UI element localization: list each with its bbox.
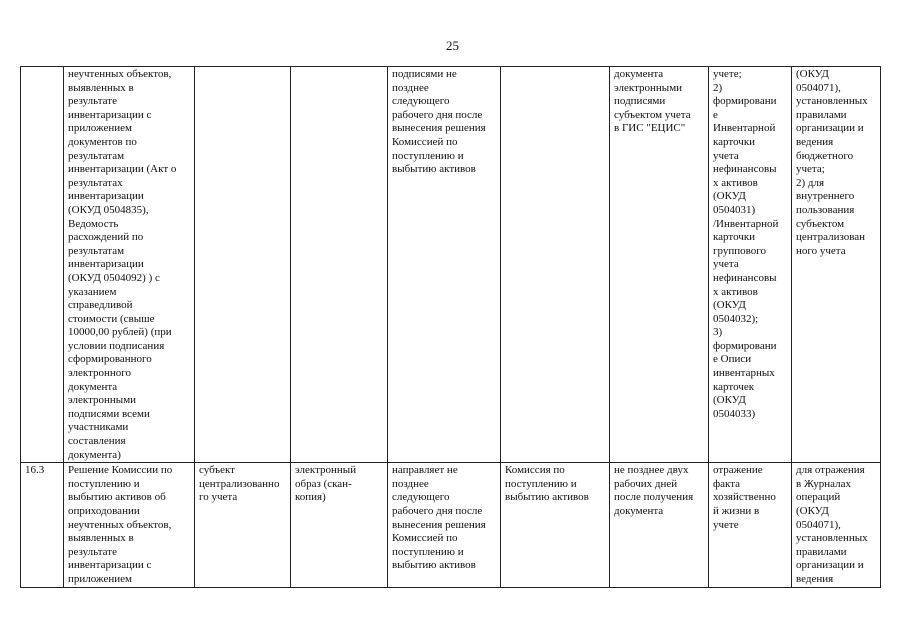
cell-receiver	[501, 67, 610, 463]
cell-document: Решение Комиссии по поступлению и выбытию активов об оприходовании неучтенных объектов, выявленных в результате инвентаризации с приложением	[64, 463, 195, 587]
table-row	[21, 67, 881, 463]
table-row	[21, 463, 881, 587]
cell-creator: субъект централизованно го учета	[195, 463, 291, 587]
cell-number: 16.3	[21, 463, 64, 587]
cell-processing-term: не позднее двух рабочих дней после получения документа	[610, 463, 709, 587]
cell-term: направляет не позднее следующего рабочего дня после вынесения решения Комиссией по поступлению и выбытию активов	[388, 463, 501, 587]
cell-action: отражение факта хозяйственно й жизни в учете	[709, 463, 792, 587]
cell-receiver: Комиссия по поступлению и выбытию активов	[501, 463, 610, 587]
cell-term: подписями не позднее следующего рабочего дня после вынесения решения Комиссией по поступлению и выбытию активов	[388, 67, 501, 463]
page-number: 25	[446, 38, 459, 53]
cell-purpose: (ОКУД 0504071), установленных правилами организации и ведения бюджетного учета; 2) для внутреннего пользования субъектом централизован ного учета	[792, 67, 881, 463]
cell-action: учете; 2) формировани е Инвентарной карточки учета нефинансовы х активов (ОКУД 0504031) /Инвентарной карточки группового учета нефинансовы х активов (ОКУД 0504032); 3) формировани е Описи инвентарных карточек (ОКУД 0504033)	[709, 67, 792, 463]
cell-format	[291, 67, 388, 463]
cell-purpose: для отражения в Журналах операций (ОКУД 0504071), установленных правилами организации и ведения	[792, 463, 881, 587]
cell-number	[21, 67, 64, 463]
cell-creator	[195, 67, 291, 463]
document-table	[20, 66, 881, 588]
cell-document: неучтенных объектов, выявленных в результате инвентаризации с приложением документов по результатам инвентаризации (Акт о результатах инвентаризации (ОКУД 0504835), Ведомость расхождений по результатам инвентаризации (ОКУД 0504092) ) с указанием справедливой стоимости (свыше 10000,00 рублей) (при условии подписания сформированного электронного документа электронными подписями всеми участниками составления документа)	[64, 67, 195, 463]
cell-processing-term: документа электронными подписями субъектом учета в ГИС "ЕЦИС"	[610, 67, 709, 463]
cell-format: электронный образ (скан- копия)	[291, 463, 388, 587]
